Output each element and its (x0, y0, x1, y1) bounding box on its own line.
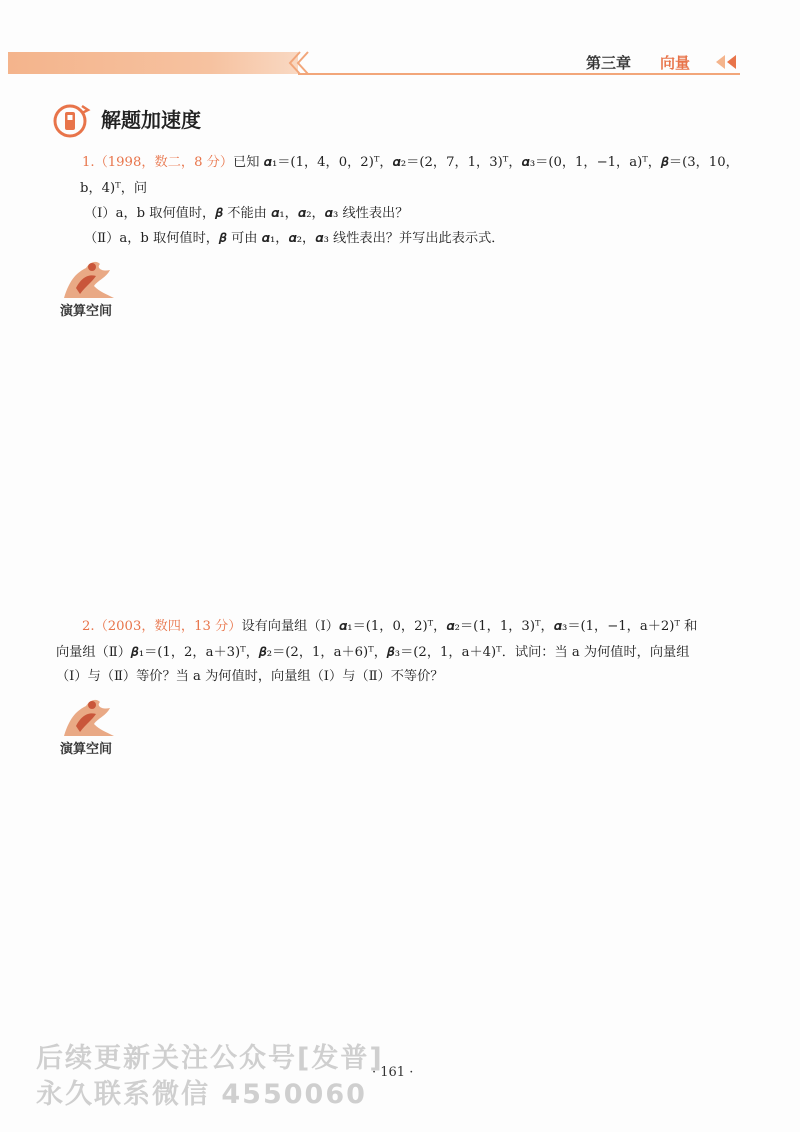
workspace-stamp-2 (50, 696, 122, 760)
problem-2-line-1 (82, 614, 742, 640)
problem-1-source: 1.（1998，数二，8 分） (82, 155, 234, 170)
problem-2-line-2-text: 向量组（Ⅱ）𝜷₁＝(1，2，a＋3)ᵀ，𝜷₂＝(2，1，a＋6)ᵀ，𝜷₃＝(2，1，a＋4)ᵀ．试问：当 a 为何值时，向量组 (56, 645, 690, 660)
kungfu-figure-icon (56, 696, 118, 740)
problem-2-text: 设有向量组（Ⅰ）𝜶₁＝(1，0，2)ᵀ，𝜶₂＝(1，1，3)ᵀ，𝜶₃＝(1，−1，a＋2)ᵀ 和 (241, 619, 698, 634)
problem-2-line-3-text: （Ⅰ）与（Ⅱ）等价？当 a 为何值时，向量组（Ⅰ）与（Ⅱ）不等价？ (56, 669, 444, 684)
kungfu-figure-icon (56, 258, 118, 302)
header-band (8, 52, 298, 74)
section-label: 向量 (660, 54, 691, 72)
problem-2-line-2 (56, 640, 716, 666)
problem-2-line-3 (56, 664, 716, 690)
stopwatch-icon (50, 100, 94, 140)
chapter-label: 第三章 (586, 54, 632, 72)
problem-2-source: 2.（2003，数四，13 分） (82, 619, 242, 634)
workspace-stamp-1 (50, 258, 122, 322)
watermark-line-1: 后续更新关注公众号[发普] (36, 1043, 384, 1074)
header-rule (298, 73, 740, 75)
section-title: 解题加速度 (101, 108, 201, 132)
double-triangle-left-icon (714, 55, 740, 69)
problem-1-text: 已知 𝜶₁＝(1，4，0，2)ᵀ，𝜶₂＝(2，7，1，3)ᵀ，𝜶₃＝(0，1，−1，a)ᵀ，𝜷＝(3，10， (233, 155, 739, 170)
problem-1-part-2: （Ⅱ）a，b 取何值时，𝜷 可由 𝜶₁，𝜶₂，𝜶₃ 线性表出？并写出此表示式． (84, 231, 505, 246)
problem-1-line-1 (82, 150, 742, 176)
problem-1 (82, 150, 742, 202)
watermark-line-2: 永久联系微信 4550060 (36, 1079, 367, 1110)
workspace-label: 演算空间 (59, 304, 112, 319)
problem-2 (82, 614, 742, 640)
page-number: · 161 · (372, 1065, 414, 1080)
problem-1-line-2: b，4)ᵀ，问 (80, 181, 148, 196)
workspace-label: 演算空间 (59, 742, 112, 757)
problem-1-part-1: （Ⅰ）a，b 取何值时，𝜷 不能由 𝜶₁，𝜶₂，𝜶₃ 线性表出？ (84, 206, 409, 221)
